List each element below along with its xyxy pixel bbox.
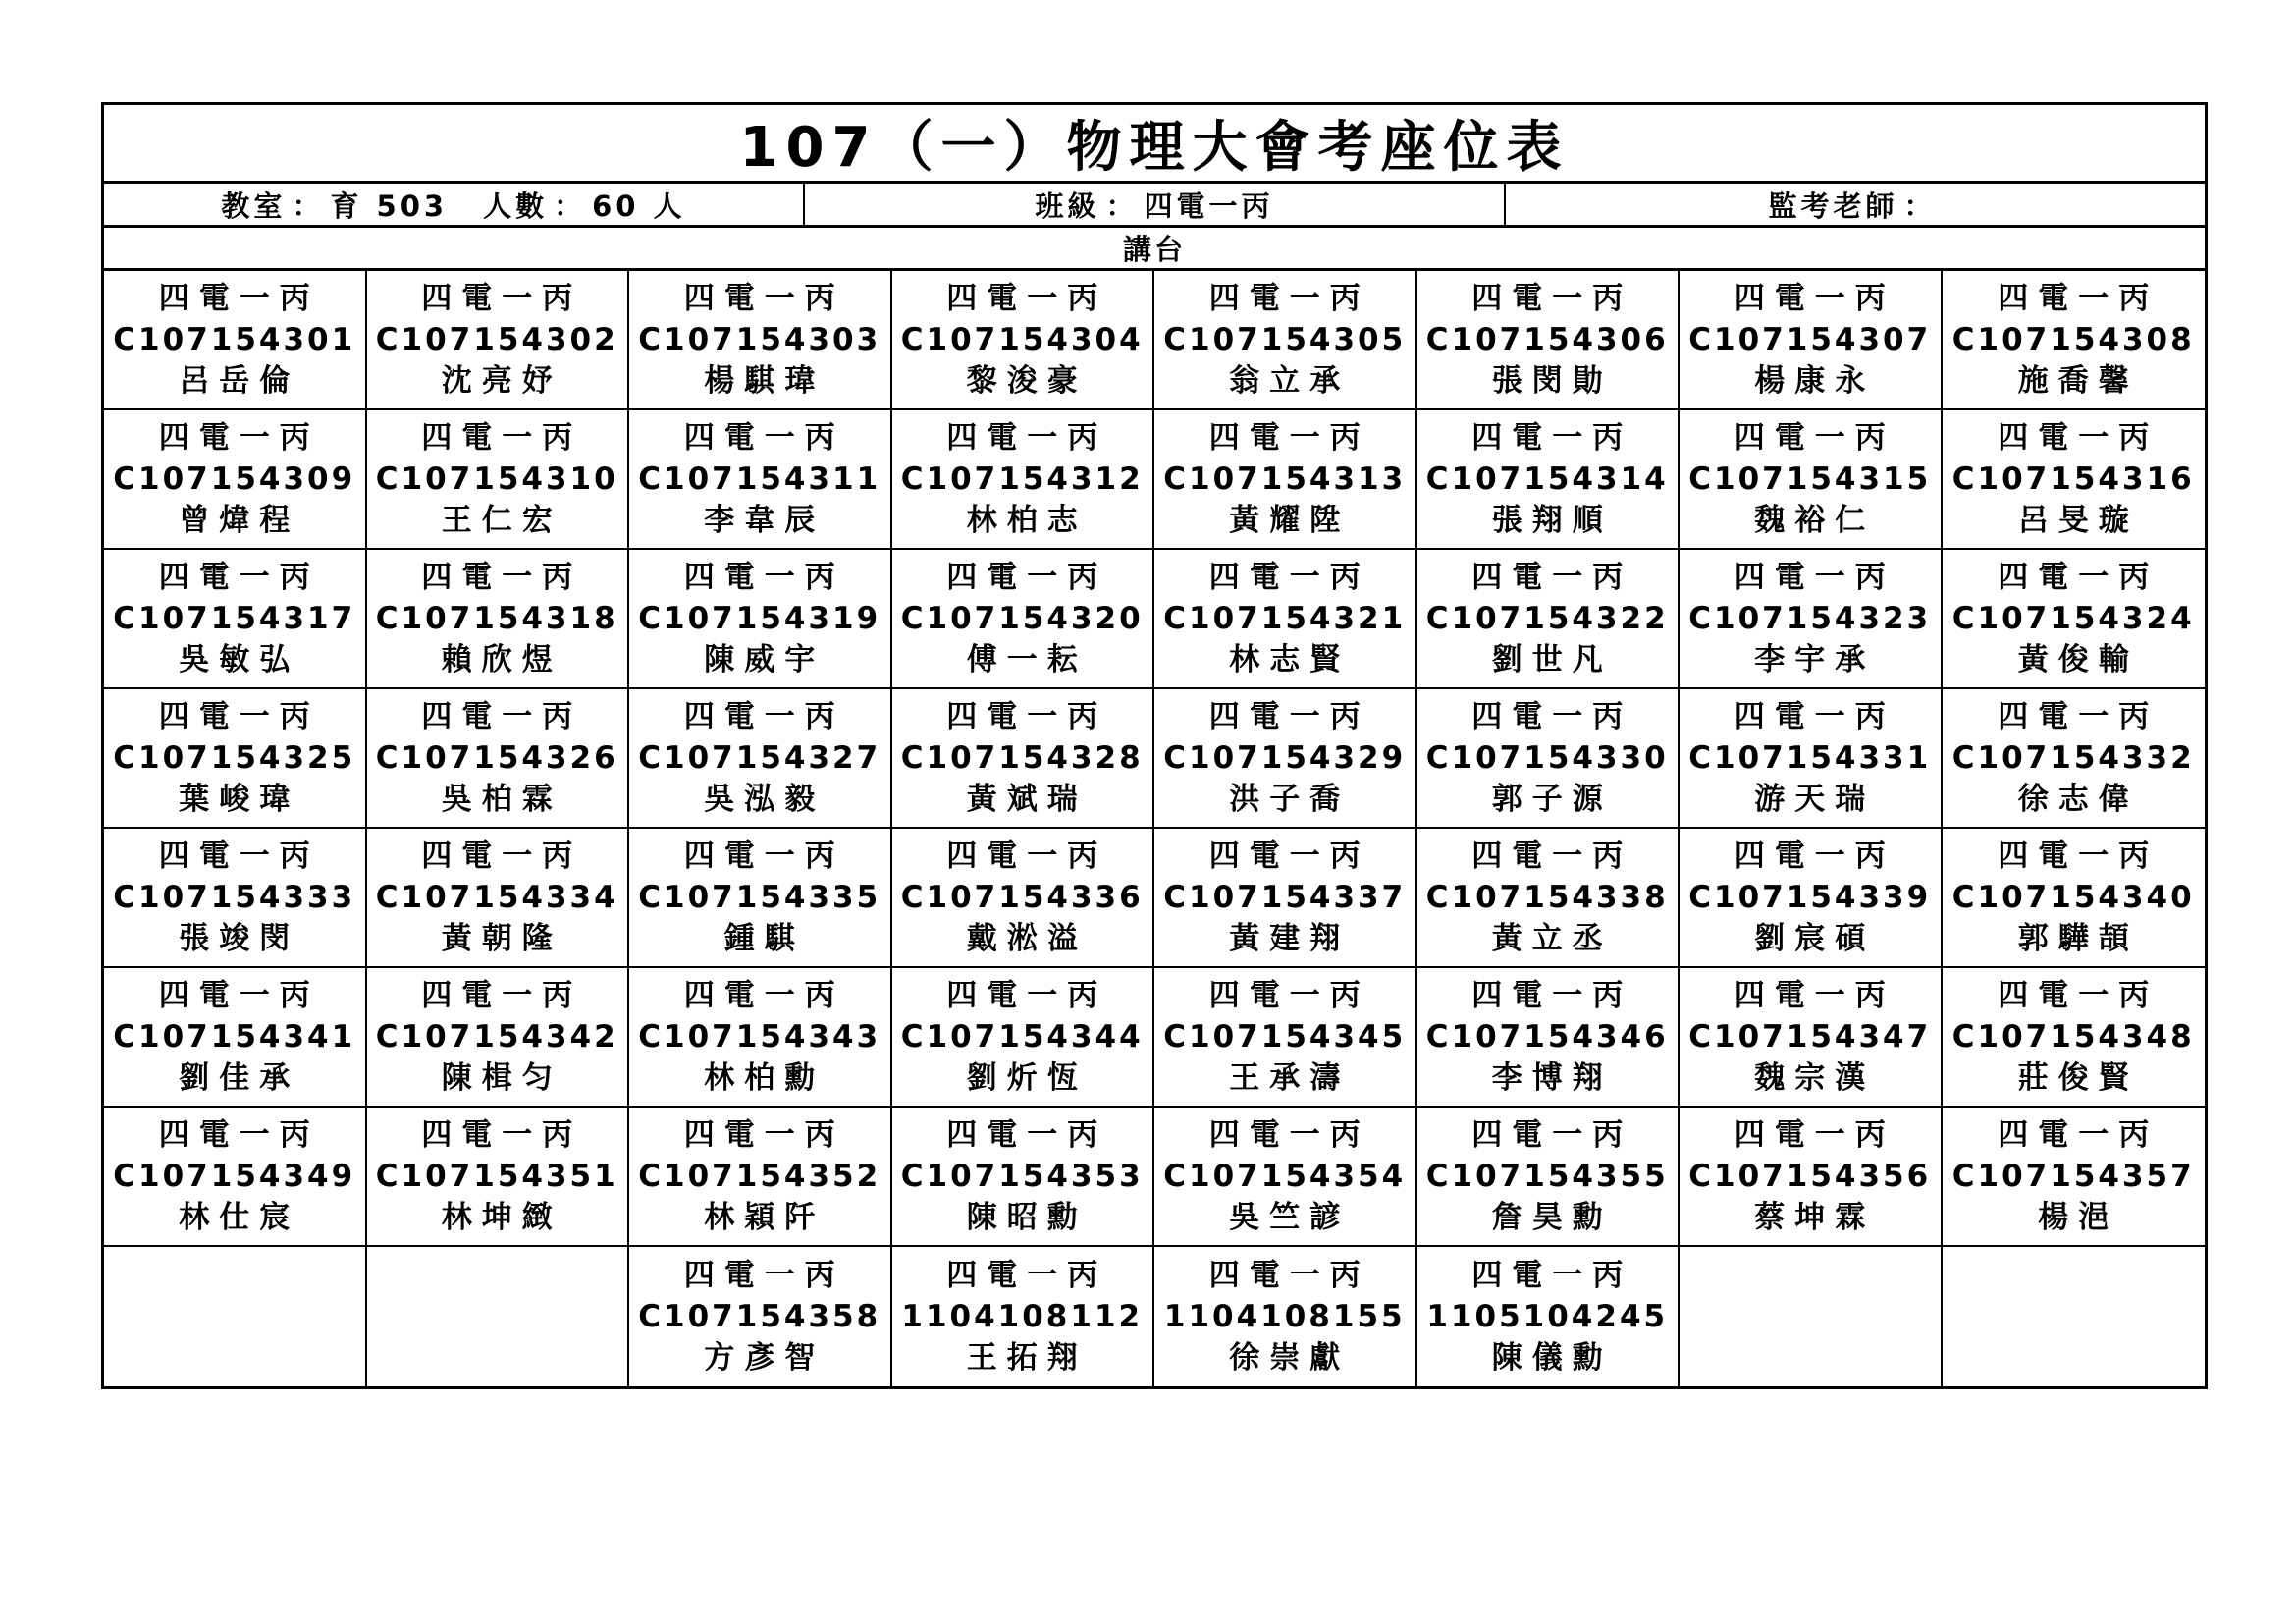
seat-student-name: 黃俊輸 [2017,642,2139,677]
seat-class: 四電一丙 [158,281,320,316]
seat-cell [1154,271,1417,410]
seat-student-name: 沈亮妤 [441,363,562,399]
seat-class: 四電一丙 [158,699,320,734]
seat-cell [1943,1108,2206,1247]
seat-cell [1154,829,1417,968]
room-colon: ： [292,189,325,223]
seat-cell [1680,550,1943,689]
room-info [104,184,803,225]
seat-cell [1943,689,2206,829]
seat-cell [892,689,1155,829]
info-row [104,184,2205,228]
seat-cell [104,689,367,829]
seat-student-name: 劉宸碩 [1754,921,1876,956]
seat-class: 四電一丙 [946,699,1108,734]
seat-cell [1680,271,1943,410]
seat-student-name: 賴欣煜 [441,642,562,677]
seat-class: 四電一丙 [1471,978,1633,1013]
seat-class: 四電一丙 [1208,281,1370,316]
seat-class: 四電一丙 [1471,1117,1633,1153]
seat-student-name: 劉佳承 [179,1060,300,1096]
seat-student-id: C107154313 [1163,461,1407,497]
seat-cell [1943,968,2206,1108]
seat-grid [104,271,2205,1386]
seat-class: 四電一丙 [421,281,583,316]
seat-student-name: 林志賢 [1229,642,1351,677]
seat-student-id: C107154302 [375,322,618,357]
seat-class: 四電一丙 [683,420,845,456]
seat-student-name: 呂岳倫 [179,363,300,399]
seat-class: 四電一丙 [946,839,1108,874]
seat-student-id: C107154346 [1425,1019,1669,1055]
seat-student-id: C107154321 [1163,601,1407,636]
seat-student-id: C107154345 [1163,1019,1407,1055]
seat-cell [1417,1247,1681,1386]
seat-class: 四電一丙 [683,978,845,1013]
seat-class: 四電一丙 [421,699,583,734]
seat-student-id: C107154351 [375,1159,618,1194]
seat-student-name: 曾煒程 [179,503,300,538]
seat-student-name: 黃朝隆 [441,921,562,956]
seat-student-id: C107154310 [375,461,618,497]
seat-cell [1943,410,2206,550]
seat-student-name: 游天瑞 [1754,782,1876,817]
seat-student-id: 1104108155 [1163,1299,1406,1334]
seat-student-name: 魏裕仁 [1754,503,1876,538]
seat-student-id: C107154303 [638,322,881,357]
seat-student-id: C107154304 [900,322,1144,357]
seat-student-name: 葉峻瑋 [179,782,300,817]
seat-student-id: C107154337 [1163,880,1407,915]
seat-student-id: C107154305 [1163,322,1407,357]
seat-student-name: 張閔勛 [1491,363,1613,399]
seat-class: 四電一丙 [946,1117,1108,1153]
seat-student-id: C107154344 [900,1019,1144,1055]
seat-cell [892,1108,1155,1247]
seat-student-id: C107154328 [900,740,1144,776]
seat-student-name: 李宇承 [1754,642,1876,677]
seat-student-name: 陳楫匀 [441,1060,562,1096]
seat-student-name: 張翔順 [1491,503,1613,538]
proctor-label: 監考老師 [1768,189,1898,223]
seat-student-id: C107154349 [113,1159,356,1194]
seat-student-name: 戴淞溢 [966,921,1088,956]
seat-student-id: C107154326 [375,740,618,776]
seat-student-id: C107154339 [1688,880,1932,915]
seat-cell [1680,1108,1943,1247]
seat-cell [1154,410,1417,550]
room-value: 育 503 [330,189,449,223]
seat-student-id: C107154336 [900,880,1144,915]
seat-cell [629,968,892,1108]
seating-chart [101,102,2208,1389]
seat-class: 四電一丙 [421,839,583,874]
seat-cell [1417,410,1681,550]
seat-class: 四電一丙 [946,560,1108,595]
seat-student-id: C107154341 [113,1019,356,1055]
seat-cell [1943,550,2206,689]
seat-cell [1417,550,1681,689]
seat-student-id: C107154348 [1951,1019,2195,1055]
seat-cell [1417,1108,1681,1247]
platform-label: 講台 [104,228,2205,271]
seat-class: 四電一丙 [683,1258,845,1293]
seat-cell [1417,968,1681,1108]
seat-student-name: 劉世凡 [1491,642,1613,677]
seat-class: 四電一丙 [1734,1117,1896,1153]
seat-student-id: C107154334 [375,880,618,915]
seat-class: 四電一丙 [1734,560,1896,595]
seat-cell [1154,550,1417,689]
seat-student-id: C107154357 [1951,1159,2195,1194]
seat-class: 四電一丙 [946,420,1108,456]
seat-class: 四電一丙 [1208,1258,1370,1293]
seat-class: 四電一丙 [1998,978,2160,1013]
seat-student-id: C107154315 [1688,461,1932,497]
seat-class: 四電一丙 [1998,281,2160,316]
seat-class: 四電一丙 [683,560,845,595]
seat-class: 四電一丙 [1998,699,2160,734]
seat-cell [104,968,367,1108]
seat-student-id: C107154343 [638,1019,881,1055]
seat-student-name: 劉炘恆 [966,1060,1088,1096]
seat-student-id: C107154353 [900,1159,1144,1194]
seat-cell [1417,689,1681,829]
seat-student-name: 洪子喬 [1229,782,1351,817]
seat-student-name: 方彥智 [704,1340,826,1376]
seat-student-name: 李韋辰 [704,503,826,538]
seat-student-id: C107154322 [1425,601,1669,636]
seat-cell [1680,829,1943,968]
seat-student-id: C107154347 [1688,1019,1932,1055]
seat-student-name: 莊俊賢 [2017,1060,2139,1096]
seat-class: 四電一丙 [1208,420,1370,456]
seat-student-id: C107154358 [638,1299,881,1334]
seat-cell [1680,410,1943,550]
seat-cell [104,410,367,550]
seat-student-id: C107154320 [900,601,1144,636]
class-value: 四電一丙 [1144,189,1274,223]
seat-cell [629,410,892,550]
seat-student-name: 詹昊勳 [1491,1200,1613,1235]
seat-student-name: 林穎阡 [704,1200,826,1235]
proctor-colon: ： [1903,189,1937,223]
seat-student-id: C107154323 [1688,601,1932,636]
seat-student-name: 吳敏弘 [179,642,300,677]
seat-student-name: 黎浚豪 [966,363,1088,399]
seat-class: 四電一丙 [946,281,1108,316]
seat-cell [629,689,892,829]
seat-class: 四電一丙 [1471,281,1633,316]
seat-cell [367,968,630,1108]
seat-student-name: 鍾騏 [723,921,805,956]
empty-seat-cell [367,1247,630,1386]
seat-cell [892,968,1155,1108]
count-colon: ： [554,189,587,223]
seat-cell [367,271,630,410]
seat-class: 四電一丙 [1208,978,1370,1013]
seat-class: 四電一丙 [683,699,845,734]
seat-class: 四電一丙 [1208,699,1370,734]
seat-student-id: C107154333 [113,880,356,915]
seat-class: 四電一丙 [1471,699,1633,734]
seat-student-name: 徐崇獻 [1229,1340,1351,1376]
seat-student-name: 黃建翔 [1229,921,1351,956]
seat-student-id: C107154342 [375,1019,618,1055]
seat-class: 四電一丙 [158,420,320,456]
seat-student-id: C107154355 [1425,1159,1669,1194]
seat-student-id: 1104108112 [901,1299,1144,1334]
seat-student-id: C107154312 [900,461,1144,497]
seat-cell [1943,271,2206,410]
seat-student-name: 徐志偉 [2017,782,2139,817]
seat-student-name: 呂旻璇 [2017,503,2139,538]
seat-class: 四電一丙 [946,978,1108,1013]
seat-student-id: C107154311 [638,461,881,497]
seat-cell [892,550,1155,689]
seat-student-name: 黃立丞 [1491,921,1613,956]
seat-student-id: C107154354 [1163,1159,1407,1194]
seat-cell [629,550,892,689]
seat-student-name: 蔡坤霖 [1754,1200,1876,1235]
seat-student-id: C107154327 [638,740,881,776]
seat-student-name: 王仁宏 [441,503,562,538]
seat-class: 四電一丙 [1734,699,1896,734]
seat-student-name: 王拓翔 [966,1340,1088,1376]
seat-student-id: C107154314 [1425,461,1669,497]
empty-seat-cell [1943,1247,2206,1386]
room-label: 教室 [221,189,287,223]
seat-cell [1417,271,1681,410]
seat-cell [1154,689,1417,829]
seat-cell [892,271,1155,410]
seat-class: 四電一丙 [1998,560,2160,595]
seat-cell [367,1108,630,1247]
seat-student-name: 李博翔 [1491,1060,1613,1096]
seat-student-name: 吳竺諺 [1229,1200,1351,1235]
seat-class: 四電一丙 [421,1117,583,1153]
seat-class: 四電一丙 [1471,839,1633,874]
seat-student-id: C107154338 [1425,880,1669,915]
seat-class: 四電一丙 [1998,420,2160,456]
seat-class: 四電一丙 [1471,560,1633,595]
seat-student-name: 黃斌瑞 [966,782,1088,817]
seat-class: 四電一丙 [1734,978,1896,1013]
count-value: 60 人 [592,189,686,223]
seat-student-name: 林坤緻 [441,1200,562,1235]
seat-class: 四電一丙 [683,839,845,874]
seat-cell [1154,1247,1417,1386]
seat-class: 四電一丙 [421,420,583,456]
seat-class: 四電一丙 [158,839,320,874]
seat-student-id: 1105104245 [1426,1299,1669,1334]
page-title: 107（一）物理大會考座位表 [104,105,2205,184]
seat-class: 四電一丙 [1734,420,1896,456]
empty-seat-cell [104,1247,367,1386]
seat-student-id: C107154306 [1425,322,1669,357]
seat-student-id: C107154307 [1688,322,1932,357]
seat-student-name: 楊騏瑋 [704,363,826,399]
seat-student-id: C107154356 [1688,1159,1932,1194]
seat-class: 四電一丙 [683,281,845,316]
seat-cell [367,550,630,689]
seat-cell [892,410,1155,550]
seat-student-name: 張竣閔 [179,921,300,956]
seat-cell [629,829,892,968]
seat-cell [104,829,367,968]
seat-student-name: 郭驊頡 [2017,921,2139,956]
seat-cell [1680,689,1943,829]
seat-cell [892,1247,1155,1386]
seat-student-name: 陳儀勳 [1491,1340,1613,1376]
seat-class: 四電一丙 [1734,839,1896,874]
seat-cell [1943,829,2206,968]
seat-student-name: 陳昭勳 [966,1200,1088,1235]
seat-student-id: C107154352 [638,1159,881,1194]
seat-student-name: 吳泓毅 [704,782,826,817]
empty-seat-cell [1680,1247,1943,1386]
seat-student-id: C107154316 [1951,461,2195,497]
seat-student-name: 楊康永 [1754,363,1876,399]
seat-class: 四電一丙 [421,560,583,595]
seat-student-id: C107154332 [1951,740,2195,776]
seat-class: 四電一丙 [1734,281,1896,316]
seat-class: 四電一丙 [1208,560,1370,595]
seat-student-name: 林柏勳 [704,1060,826,1096]
seat-student-name: 林仕宸 [179,1200,300,1235]
seat-class: 四電一丙 [158,1117,320,1153]
seat-class: 四電一丙 [946,1258,1108,1293]
seat-cell [367,829,630,968]
seat-student-name: 魏宗漢 [1754,1060,1876,1096]
seat-cell [367,689,630,829]
count-label: 人數 [483,189,549,223]
seat-student-id: C107154317 [113,601,356,636]
seat-class: 四電一丙 [1208,1117,1370,1153]
seat-student-name: 林柏志 [966,503,1088,538]
class-label: 班級 [1035,189,1100,223]
seat-cell [367,410,630,550]
seat-class: 四電一丙 [1998,1117,2160,1153]
seat-class: 四電一丙 [1208,839,1370,874]
seat-cell [104,271,367,410]
class-info [803,184,1504,225]
seat-cell [892,829,1155,968]
seat-student-id: C107154301 [113,322,356,357]
seat-student-name: 施喬馨 [2017,363,2139,399]
seat-student-id: C107154335 [638,880,881,915]
seat-cell [104,1108,367,1247]
seat-cell [104,550,367,689]
seat-student-name: 楊浥 [2038,1200,2119,1235]
seat-class: 四電一丙 [421,978,583,1013]
seat-student-name: 翁立承 [1229,363,1351,399]
seat-student-name: 郭子源 [1491,782,1613,817]
seat-student-id: C107154309 [113,461,356,497]
seat-student-id: C107154330 [1425,740,1669,776]
seat-student-name: 陳威宇 [704,642,826,677]
seat-cell [629,1247,892,1386]
seat-cell [1154,1108,1417,1247]
seat-student-name: 黃耀陞 [1229,503,1351,538]
seat-class: 四電一丙 [1998,839,2160,874]
seat-student-id: C107154329 [1163,740,1407,776]
seat-student-id: C107154308 [1951,322,2195,357]
seat-student-id: C107154324 [1951,601,2195,636]
seat-student-id: C107154319 [638,601,881,636]
class-colon: ： [1105,189,1139,223]
seat-class: 四電一丙 [1471,420,1633,456]
seat-class: 四電一丙 [1471,1258,1633,1293]
seat-class: 四電一丙 [158,978,320,1013]
seat-cell [1154,968,1417,1108]
seat-cell [1680,968,1943,1108]
seat-student-name: 王承濤 [1229,1060,1351,1096]
seat-class: 四電一丙 [683,1117,845,1153]
seat-student-id: C107154325 [113,740,356,776]
seat-cell [629,1108,892,1247]
seat-class: 四電一丙 [158,560,320,595]
seat-student-name: 傅一耘 [966,642,1088,677]
seat-student-id: C107154318 [375,601,618,636]
seat-cell [629,271,892,410]
seat-student-id: C107154340 [1951,880,2195,915]
seat-student-name: 吳柏霖 [441,782,562,817]
seat-student-id: C107154331 [1688,740,1932,776]
proctor-info [1504,184,2205,225]
seat-cell [1417,829,1681,968]
